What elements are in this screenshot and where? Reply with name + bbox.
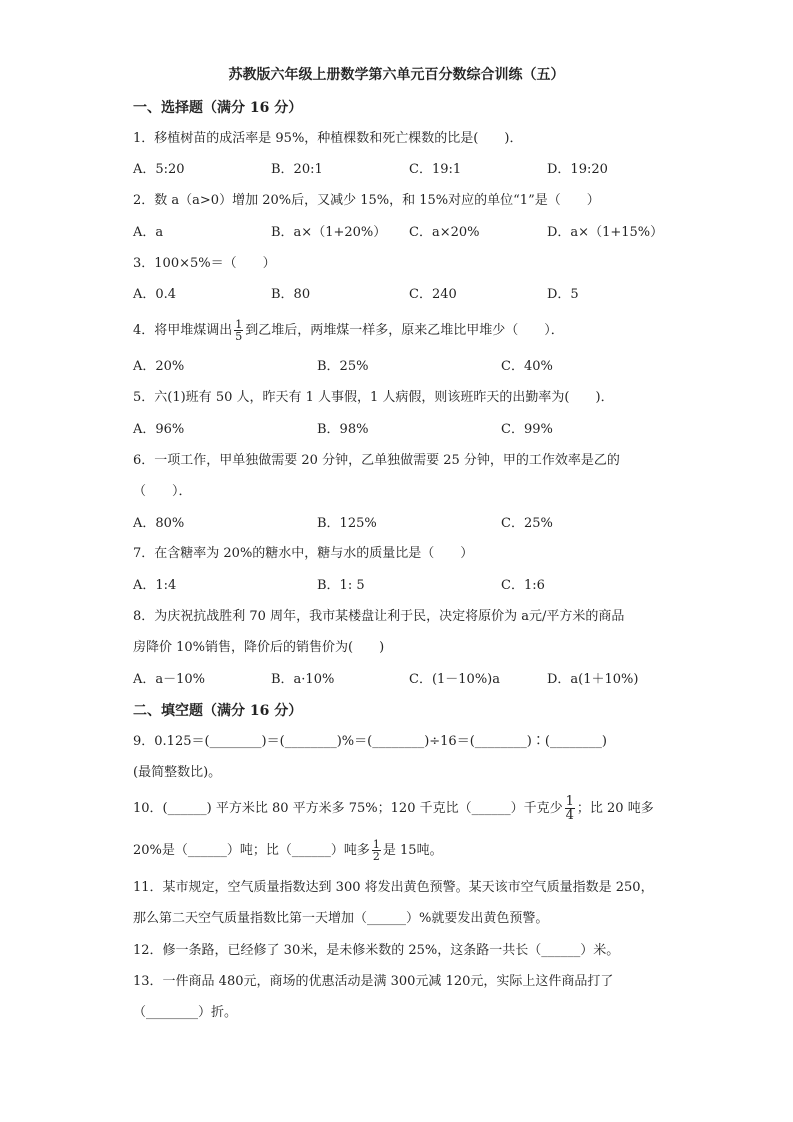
option-c: C．40%	[501, 359, 553, 374]
question-11-line-2: 那么第二天空气质量指数比第一天增加（______）%就要发出黄色预警。	[133, 911, 549, 926]
option-b: B．125%	[317, 516, 377, 531]
option-a: A．a－10%	[133, 672, 206, 687]
fraction-denominator: 4	[565, 808, 574, 823]
option-c: C．a×20%	[409, 225, 480, 240]
fraction-numerator: 1	[565, 794, 574, 809]
option-d: D．19:20	[547, 162, 608, 177]
question-1: 1．移植树苗的成活率是 95%，种植棵数和死亡棵数的比是( )．	[133, 131, 523, 146]
question-4	[133, 318, 564, 344]
document-title: 苏教版六年级上册数学第六单元百分数综合训练（五）	[228, 67, 565, 83]
option-b: B．20:1	[271, 162, 323, 177]
option-d: D．a(1＋10%)	[547, 672, 639, 687]
question-9-line-2: (最简整数比)。	[133, 765, 222, 780]
option-c: C．240	[409, 287, 457, 302]
question-2: 2．数 a（a>0）增加 20%后，又减少 15%，和 15%对应的单位“1”是（ ）	[133, 193, 600, 208]
section-heading-fill: 二、填空题（满分 16 分）	[133, 703, 303, 719]
option-a: A．20%	[133, 359, 185, 374]
question-7: 7．在含糖率为 20%的糖水中，糖与水的质量比是（ ）	[133, 546, 474, 561]
option-c: C．19:1	[409, 162, 462, 177]
fraction-one-fifth	[234, 319, 243, 342]
option-b: B．25%	[317, 359, 369, 374]
question-6-options	[133, 515, 693, 533]
question-8-options	[133, 671, 693, 689]
question-13-line-2: （________）折。	[133, 1005, 238, 1020]
option-c: C．1:6	[501, 578, 545, 593]
question-4-options	[133, 358, 693, 376]
question-10-line-2-prefix: 20%是（______）吨；比（______）吨多	[133, 843, 370, 858]
option-a: A．1:4	[133, 578, 177, 593]
section-heading-choice: 一、选择题（满分 16 分）	[133, 100, 303, 116]
option-a: A．80%	[133, 516, 185, 531]
question-6-line-2: （ ）．	[133, 484, 192, 499]
option-a: A．5:20	[133, 162, 185, 177]
option-b: B．1: 5	[317, 578, 365, 593]
question-7-options	[133, 577, 693, 595]
fraction-one-half	[372, 839, 381, 862]
fraction-numerator: 1	[235, 318, 243, 331]
question-9-line-1: 9．0.125＝(________)＝(________)%＝(________)÷16＝(________)∶(________)	[133, 734, 607, 749]
question-4-suffix: 到乙堆后，两堆煤一样多，原来乙堆比甲堆少（ ）．	[245, 323, 564, 338]
option-a: A．0.4	[133, 287, 177, 302]
fraction-one-quarter	[565, 795, 575, 822]
question-2-options	[133, 224, 693, 242]
question-13-line-1: 13．一件商品 480元，商场的优惠活动是满 300元减 120元，实际上这件商品打了	[133, 974, 614, 989]
question-5: 5．六(1)班有 50 人，昨天有 1 人事假，1 人病假，则该班昨天的出勤率为( )．	[133, 390, 614, 405]
option-a: A．a	[133, 225, 164, 240]
question-8-line-1: 8．为庆祝抗战胜利 70 周年，我市某楼盘让利于民，决定将原价为 a元/平方米的商品	[133, 609, 625, 624]
option-b: B．a·10%	[271, 672, 335, 687]
question-10-line-1	[133, 792, 654, 826]
question-5-options	[133, 421, 693, 439]
option-c: C．25%	[501, 516, 553, 531]
fraction-denominator: 5	[235, 330, 243, 343]
question-12: 12．修一条路，已经修了 30米，是未修米数的 25%，这条路一共长（______）米。	[133, 943, 620, 958]
question-6-line-1: 6．一项工作，甲单独做需要 20 分钟，乙单独做需要 25 分钟，甲的工作效率是乙的	[133, 453, 620, 468]
question-8-line-2: 房降价 10%销售，降价后的销售价为( )	[133, 640, 385, 655]
option-b: B．98%	[317, 422, 369, 437]
question-4-prefix: 4．将甲堆煤调出	[133, 323, 233, 338]
option-a: A．96%	[133, 422, 185, 437]
fraction-numerator: 1	[372, 838, 380, 851]
question-10-prefix: 10．(______) 平方米比 80 平方米多 75%；120 千克比（______）千克少	[133, 801, 563, 816]
option-c: C．99%	[501, 422, 553, 437]
question-1-options	[133, 161, 693, 179]
option-c: C．(1－10%)a	[409, 672, 501, 687]
question-10-line-2	[133, 838, 443, 864]
question-3: 3．100×5%＝（ ）	[133, 256, 276, 271]
fraction-denominator: 2	[372, 850, 380, 863]
question-10-line-2-suffix: 是 15吨。	[382, 843, 443, 858]
option-d: D．5	[547, 287, 579, 302]
question-3-options	[133, 286, 693, 304]
option-b: B．a×（1+20%）	[271, 225, 387, 240]
option-b: B．80	[271, 287, 311, 302]
option-d: D．a×（1+15%）	[547, 225, 664, 240]
question-11-line-1: 11．某市规定，空气质量指数达到 300 将发出黄色预警。某天该市空气质量指数是 250，	[133, 880, 654, 895]
question-10-suffix: ；比 20 吨多	[576, 801, 654, 816]
